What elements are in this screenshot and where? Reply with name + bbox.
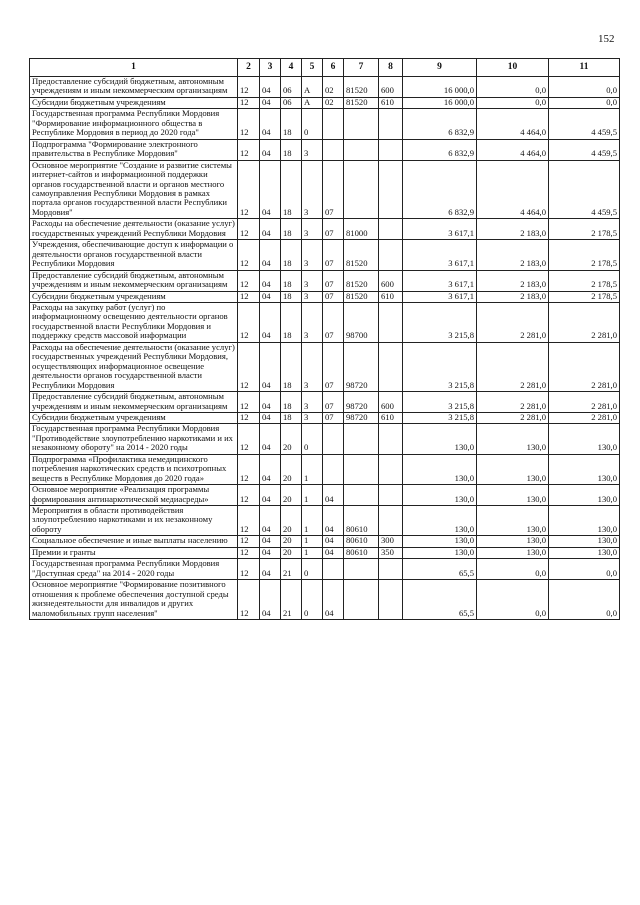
row-name-cell: Предоставление субсидий бюджетным, автономным учреждениям и иным некоммерческим организациям (30, 77, 238, 98)
row-name-cell: Основное мероприятие "Формирование позитивного отношения к проблеме обеспечения доступной среды жизнедеятельности для инвалидов и других маломобильных групп населения" (30, 580, 238, 620)
column-header: 10 (477, 59, 549, 77)
code-rz-cell: 12 (238, 454, 260, 484)
code-vr-cell (379, 139, 403, 160)
code-pr-cell: 04 (260, 547, 281, 558)
column-header: 2 (238, 59, 260, 77)
code-program-cell: 21 (281, 580, 302, 620)
code-event-cell: 07 (323, 412, 344, 423)
code-program-cell: 18 (281, 139, 302, 160)
amount-col11-cell: 2 178,5 (549, 291, 620, 302)
code-pr-cell: 04 (260, 160, 281, 219)
amount-col11-cell: 4 459,5 (549, 160, 620, 219)
code-direction-cell (344, 109, 379, 139)
code-program-cell: 20 (281, 485, 302, 506)
code-vr-cell (379, 454, 403, 484)
row-name-cell: Предоставление субсидий бюджетным, автономным учреждениям и иным некоммерческим организациям (30, 270, 238, 291)
code-pr-cell: 04 (260, 559, 281, 580)
amount-col10-cell: 2 183,0 (477, 219, 549, 240)
amount-col9-cell: 3 215,8 (403, 302, 477, 342)
row-name-cell: Подпрограмма «Профилактика немедицинского потребления наркотических средств и психотропных веществ в Республике Мордовия до 2020 года» (30, 454, 238, 484)
code-direction-cell (344, 580, 379, 620)
code-event-cell (323, 109, 344, 139)
code-event-cell: 07 (323, 219, 344, 240)
table-row (30, 109, 620, 139)
amount-col11-cell: 4 459,5 (549, 139, 620, 160)
code-rz-cell: 12 (238, 219, 260, 240)
amount-col11-cell: 130,0 (549, 485, 620, 506)
code-direction-cell (344, 559, 379, 580)
code-vr-cell (379, 580, 403, 620)
code-direction-cell (344, 139, 379, 160)
code-subprogram-cell: 3 (302, 342, 323, 391)
code-subprogram-cell: 1 (302, 506, 323, 536)
code-pr-cell: 04 (260, 412, 281, 423)
code-direction-cell: 80610 (344, 506, 379, 536)
table-row (30, 270, 620, 291)
code-event-cell: 04 (323, 536, 344, 547)
amount-col9-cell: 3 617,1 (403, 219, 477, 240)
row-name-cell: Основное мероприятие "Создание и развитие системы интернет-сайтов и информационной поддержки органов государственной власти и органов местного самоуправления Республики Мордовия в рамках портала органов государственной власти Республики Мордовия" (30, 160, 238, 219)
amount-col10-cell: 4 464,0 (477, 160, 549, 219)
table-row (30, 291, 620, 302)
table-row (30, 219, 620, 240)
code-direction-cell: 98720 (344, 342, 379, 391)
amount-col9-cell: 130,0 (403, 485, 477, 506)
row-name-cell: Субсидии бюджетным учреждениям (30, 291, 238, 302)
amount-col10-cell: 2 183,0 (477, 291, 549, 302)
amount-col9-cell: 130,0 (403, 547, 477, 558)
code-rz-cell: 12 (238, 580, 260, 620)
code-vr-cell (379, 109, 403, 139)
code-vr-cell (379, 424, 403, 454)
code-vr-cell: 600 (379, 77, 403, 98)
code-subprogram-cell: 3 (302, 302, 323, 342)
amount-col11-cell: 0,0 (549, 580, 620, 620)
column-header: 6 (323, 59, 344, 77)
code-rz-cell: 12 (238, 547, 260, 558)
code-direction-cell: 81520 (344, 270, 379, 291)
table-row (30, 412, 620, 423)
row-name-cell: Субсидии бюджетным учреждениям (30, 97, 238, 108)
amount-col11-cell: 130,0 (549, 424, 620, 454)
column-header: 8 (379, 59, 403, 77)
table-row (30, 97, 620, 108)
code-program-cell: 20 (281, 454, 302, 484)
code-direction-cell (344, 424, 379, 454)
code-vr-cell (379, 302, 403, 342)
code-subprogram-cell: А (302, 97, 323, 108)
code-event-cell: 07 (323, 240, 344, 270)
table-row (30, 580, 620, 620)
code-direction-cell: 81520 (344, 291, 379, 302)
code-vr-cell: 350 (379, 547, 403, 558)
table-row (30, 536, 620, 547)
column-header: 5 (302, 59, 323, 77)
amount-col10-cell: 2 281,0 (477, 412, 549, 423)
code-subprogram-cell: А (302, 77, 323, 98)
code-pr-cell: 04 (260, 270, 281, 291)
table-row (30, 547, 620, 558)
code-program-cell: 18 (281, 219, 302, 240)
amount-col10-cell: 0,0 (477, 580, 549, 620)
code-program-cell: 18 (281, 291, 302, 302)
code-subprogram-cell: 3 (302, 291, 323, 302)
amount-col9-cell: 130,0 (403, 424, 477, 454)
code-program-cell: 18 (281, 160, 302, 219)
amount-col9-cell: 6 832,9 (403, 139, 477, 160)
code-pr-cell: 04 (260, 342, 281, 391)
code-rz-cell: 12 (238, 270, 260, 291)
amount-col10-cell: 2 281,0 (477, 302, 549, 342)
amount-col9-cell: 65,5 (403, 580, 477, 620)
code-subprogram-cell: 0 (302, 109, 323, 139)
code-event-cell: 02 (323, 77, 344, 98)
code-pr-cell: 04 (260, 97, 281, 108)
code-program-cell: 20 (281, 506, 302, 536)
code-event-cell: 07 (323, 270, 344, 291)
amount-col11-cell: 130,0 (549, 454, 620, 484)
column-header: 11 (549, 59, 620, 77)
code-event-cell: 02 (323, 97, 344, 108)
code-rz-cell: 12 (238, 559, 260, 580)
amount-col9-cell: 16 000,0 (403, 97, 477, 108)
code-vr-cell (379, 219, 403, 240)
code-rz-cell: 12 (238, 485, 260, 506)
table-row (30, 240, 620, 270)
code-event-cell: 07 (323, 291, 344, 302)
code-rz-cell: 12 (238, 536, 260, 547)
amount-col10-cell: 130,0 (477, 506, 549, 536)
code-direction-cell: 81520 (344, 240, 379, 270)
table-row (30, 160, 620, 219)
code-program-cell: 20 (281, 424, 302, 454)
row-name-cell: Расходы на закупку работ (услуг) по информационному освещению деятельности органов государственной власти Республики Мордовия и поддержку средств массовой информации (30, 302, 238, 342)
code-vr-cell: 610 (379, 97, 403, 108)
code-pr-cell: 04 (260, 109, 281, 139)
amount-col10-cell: 130,0 (477, 424, 549, 454)
code-event-cell: 04 (323, 580, 344, 620)
row-name-cell: Расходы на обеспечение деятельности (оказание услуг) государственных учреждений Республики Мордовия (30, 219, 238, 240)
code-subprogram-cell: 3 (302, 160, 323, 219)
amount-col10-cell: 0,0 (477, 559, 549, 580)
amount-col11-cell: 4 459,5 (549, 109, 620, 139)
table-row (30, 302, 620, 342)
code-subprogram-cell: 3 (302, 270, 323, 291)
code-pr-cell: 04 (260, 219, 281, 240)
code-direction-cell: 81520 (344, 97, 379, 108)
code-program-cell: 18 (281, 342, 302, 391)
table-row (30, 559, 620, 580)
row-name-cell: Социальное обеспечение и иные выплаты населению (30, 536, 238, 547)
code-rz-cell: 12 (238, 291, 260, 302)
amount-col10-cell: 2 183,0 (477, 240, 549, 270)
amount-col9-cell: 130,0 (403, 454, 477, 484)
table-row (30, 77, 620, 98)
code-program-cell: 20 (281, 536, 302, 547)
code-vr-cell: 610 (379, 412, 403, 423)
amount-col11-cell: 0,0 (549, 97, 620, 108)
code-subprogram-cell: 1 (302, 485, 323, 506)
code-rz-cell: 12 (238, 97, 260, 108)
table-row (30, 392, 620, 413)
code-program-cell: 21 (281, 559, 302, 580)
row-name-cell: Учреждения, обеспечивающие доступ к информации о деятельности органов государственной власти Республики Мордовия (30, 240, 238, 270)
code-program-cell: 06 (281, 77, 302, 98)
amount-col9-cell: 65,5 (403, 559, 477, 580)
code-pr-cell: 04 (260, 139, 281, 160)
code-program-cell: 18 (281, 109, 302, 139)
code-pr-cell: 04 (260, 392, 281, 413)
amount-col11-cell: 2 281,0 (549, 412, 620, 423)
code-direction-cell: 80610 (344, 536, 379, 547)
code-program-cell: 18 (281, 302, 302, 342)
code-vr-cell (379, 559, 403, 580)
amount-col9-cell: 6 832,9 (403, 160, 477, 219)
table-row (30, 424, 620, 454)
amount-col11-cell: 2 178,5 (549, 270, 620, 291)
amount-col10-cell: 130,0 (477, 547, 549, 558)
code-rz-cell: 12 (238, 109, 260, 139)
amount-col10-cell: 2 183,0 (477, 270, 549, 291)
code-program-cell: 18 (281, 240, 302, 270)
amount-col10-cell: 4 464,0 (477, 109, 549, 139)
amount-col10-cell: 0,0 (477, 77, 549, 98)
code-event-cell (323, 454, 344, 484)
column-header: 9 (403, 59, 477, 77)
code-rz-cell: 12 (238, 77, 260, 98)
table-row (30, 454, 620, 484)
code-rz-cell: 12 (238, 342, 260, 391)
code-event-cell (323, 139, 344, 160)
code-direction-cell: 98720 (344, 412, 379, 423)
amount-col9-cell: 3 215,8 (403, 412, 477, 423)
row-name-cell: Подпрограмма "Формирование электронного правительства в Республике Мордовия" (30, 139, 238, 160)
table-body (30, 77, 620, 620)
code-direction-cell (344, 160, 379, 219)
amount-col9-cell: 16 000,0 (403, 77, 477, 98)
code-pr-cell: 04 (260, 302, 281, 342)
amount-col10-cell: 2 281,0 (477, 392, 549, 413)
code-direction-cell (344, 454, 379, 484)
code-event-cell: 07 (323, 160, 344, 219)
row-name-cell: Субсидии бюджетным учреждениям (30, 412, 238, 423)
code-event-cell: 04 (323, 485, 344, 506)
code-pr-cell: 04 (260, 424, 281, 454)
code-subprogram-cell: 3 (302, 219, 323, 240)
row-name-cell: Расходы на обеспечение деятельности (оказание услуг) государственных учреждений Республики Мордовия, осуществляющих информационное освещение деятельности органов государственной власти Республики Мордовия (30, 342, 238, 391)
code-subprogram-cell: 1 (302, 536, 323, 547)
code-pr-cell: 04 (260, 291, 281, 302)
amount-col9-cell: 3 215,8 (403, 392, 477, 413)
code-vr-cell: 610 (379, 291, 403, 302)
table-row (30, 139, 620, 160)
code-program-cell: 18 (281, 392, 302, 413)
code-event-cell: 04 (323, 547, 344, 558)
amount-col9-cell: 3 617,1 (403, 291, 477, 302)
amount-col11-cell: 0,0 (549, 559, 620, 580)
code-pr-cell: 04 (260, 240, 281, 270)
code-vr-cell (379, 160, 403, 219)
budget-table (29, 58, 620, 620)
page-number: 152 (598, 33, 615, 45)
code-event-cell (323, 559, 344, 580)
code-direction-cell: 81520 (344, 77, 379, 98)
code-program-cell: 18 (281, 270, 302, 291)
amount-col11-cell: 2 281,0 (549, 342, 620, 391)
code-rz-cell: 12 (238, 240, 260, 270)
code-event-cell: 07 (323, 302, 344, 342)
code-rz-cell: 12 (238, 139, 260, 160)
code-event-cell: 04 (323, 506, 344, 536)
row-name-cell: Мероприятия в области противодействия злоупотреблению наркотиками и их незаконному обороту (30, 506, 238, 536)
code-vr-cell (379, 506, 403, 536)
table-row (30, 342, 620, 391)
code-subprogram-cell: 3 (302, 240, 323, 270)
row-name-cell: Государственная программа Республики Мордовия "Доступная среда" на 2014 - 2020 годы (30, 559, 238, 580)
code-pr-cell: 04 (260, 485, 281, 506)
column-header: 1 (30, 59, 238, 77)
amount-col11-cell: 2 178,5 (549, 219, 620, 240)
code-subprogram-cell: 1 (302, 547, 323, 558)
amount-col9-cell: 3 617,1 (403, 270, 477, 291)
code-pr-cell: 04 (260, 580, 281, 620)
amount-col11-cell: 130,0 (549, 506, 620, 536)
code-vr-cell: 600 (379, 270, 403, 291)
code-direction-cell: 80610 (344, 547, 379, 558)
table-row (30, 485, 620, 506)
amount-col11-cell: 130,0 (549, 536, 620, 547)
code-rz-cell: 12 (238, 506, 260, 536)
code-subprogram-cell: 0 (302, 424, 323, 454)
amount-col9-cell: 6 832,9 (403, 109, 477, 139)
column-header: 4 (281, 59, 302, 77)
row-name-cell: Государственная программа Республики Мордовия "Противодействие злоупотреблению наркотиками и их незаконному обороту" на 2014 - 2020 годы (30, 424, 238, 454)
amount-col10-cell: 130,0 (477, 454, 549, 484)
amount-col11-cell: 130,0 (549, 547, 620, 558)
code-rz-cell: 12 (238, 302, 260, 342)
code-rz-cell: 12 (238, 392, 260, 413)
code-pr-cell: 04 (260, 77, 281, 98)
code-subprogram-cell: 1 (302, 454, 323, 484)
amount-col11-cell: 0,0 (549, 77, 620, 98)
code-subprogram-cell: 3 (302, 412, 323, 423)
code-vr-cell: 600 (379, 392, 403, 413)
code-rz-cell: 12 (238, 160, 260, 219)
amount-col10-cell: 4 464,0 (477, 139, 549, 160)
code-direction-cell: 98700 (344, 302, 379, 342)
row-name-cell: Предоставление субсидий бюджетным, автономным учреждениям и иным некоммерческим организациям (30, 392, 238, 413)
amount-col10-cell: 130,0 (477, 485, 549, 506)
code-pr-cell: 04 (260, 506, 281, 536)
code-vr-cell (379, 342, 403, 391)
table-header-row (30, 59, 620, 77)
amount-col9-cell: 130,0 (403, 536, 477, 547)
code-subprogram-cell: 3 (302, 139, 323, 160)
code-pr-cell: 04 (260, 454, 281, 484)
code-event-cell (323, 424, 344, 454)
code-direction-cell: 81000 (344, 219, 379, 240)
table-row (30, 506, 620, 536)
code-direction-cell: 98720 (344, 392, 379, 413)
code-program-cell: 18 (281, 412, 302, 423)
code-vr-cell: 300 (379, 536, 403, 547)
code-program-cell: 20 (281, 547, 302, 558)
code-event-cell: 07 (323, 342, 344, 391)
column-header: 7 (344, 59, 379, 77)
amount-col10-cell: 2 281,0 (477, 342, 549, 391)
amount-col10-cell: 130,0 (477, 536, 549, 547)
amount-col11-cell: 2 281,0 (549, 392, 620, 413)
code-subprogram-cell: 3 (302, 392, 323, 413)
amount-col10-cell: 0,0 (477, 97, 549, 108)
row-name-cell: Государственная программа Республики Мордовия "Формирование информационного общества в Республике Мордовия в период до 2020 года" (30, 109, 238, 139)
code-subprogram-cell: 0 (302, 580, 323, 620)
code-rz-cell: 12 (238, 424, 260, 454)
amount-col11-cell: 2 281,0 (549, 302, 620, 342)
code-program-cell: 06 (281, 97, 302, 108)
amount-col9-cell: 130,0 (403, 506, 477, 536)
row-name-cell: Основное мероприятие «Реализация программы формирования антинаркотической медиасреды» (30, 485, 238, 506)
code-pr-cell: 04 (260, 536, 281, 547)
code-vr-cell (379, 240, 403, 270)
code-direction-cell (344, 485, 379, 506)
amount-col9-cell: 3 617,1 (403, 240, 477, 270)
code-event-cell: 07 (323, 392, 344, 413)
code-subprogram-cell: 0 (302, 559, 323, 580)
code-rz-cell: 12 (238, 412, 260, 423)
row-name-cell: Премии и гранты (30, 547, 238, 558)
amount-col9-cell: 3 215,8 (403, 342, 477, 391)
column-header: 3 (260, 59, 281, 77)
amount-col11-cell: 2 178,5 (549, 240, 620, 270)
code-vr-cell (379, 485, 403, 506)
